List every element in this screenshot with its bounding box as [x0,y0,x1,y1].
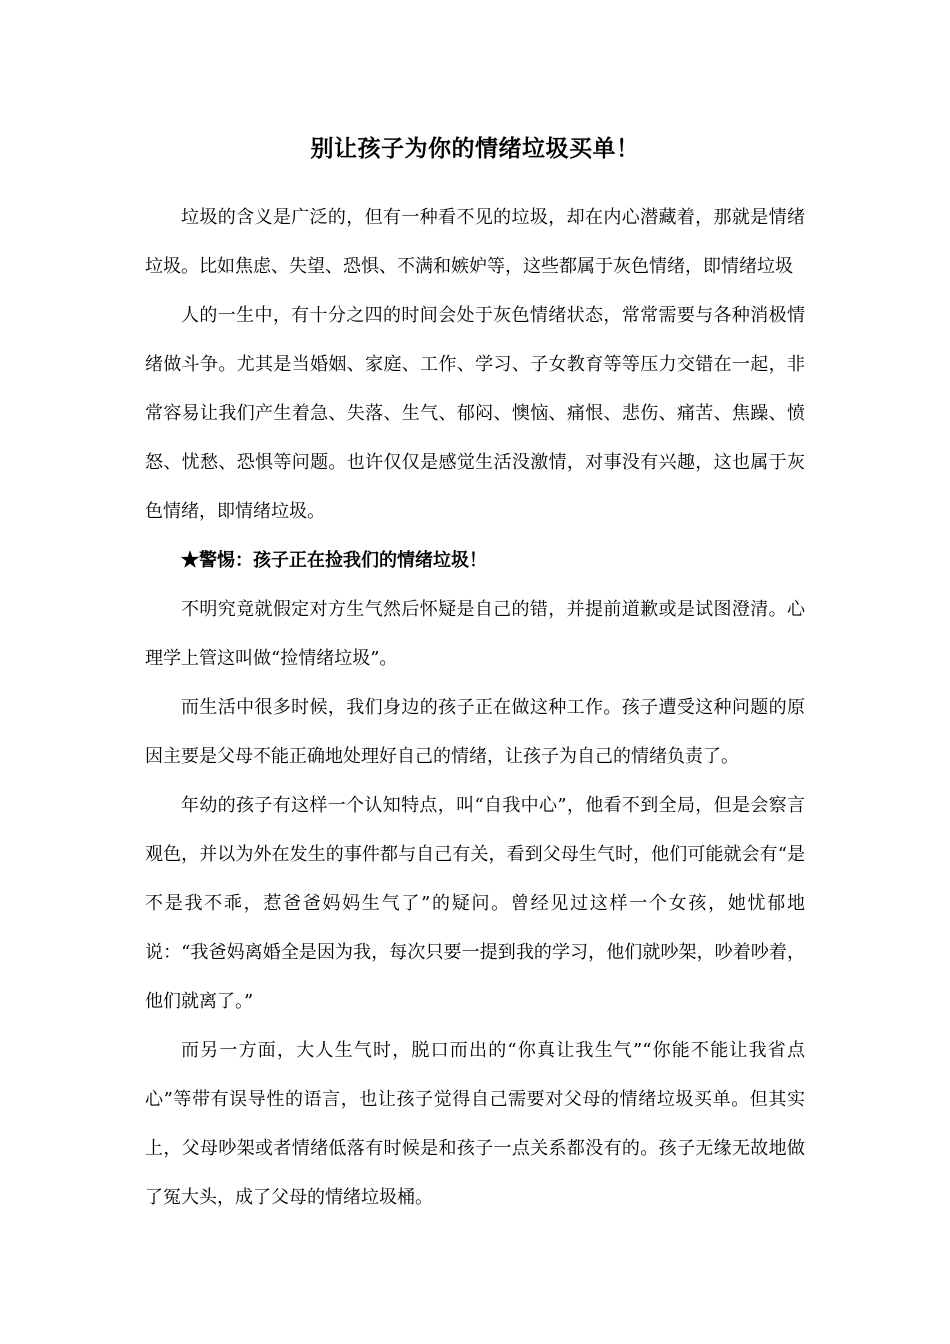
paragraph-emotional-garbage-definition: 垃圾的含义是广泛的，但有一种看不见的垃圾，却在内心潜藏着，那就是情绪垃圾。比如焦虑、失望、恐惧、不满和嫉妒等，这些都属于灰色情绪，即情绪垃圾 [145,207,805,277]
section-heading-warning: ★警惕：孩子正在捡我们的情绪垃圾！ [181,550,487,571]
document-body [145,193,805,1222]
paragraph-gray-emotion-time: 人的一生中，有十分之四的时间会处于灰色情绪状态，常常需要与各种消极情绪做斗争。尤其是当婚姻、家庭、工作、学习、子女教育等等压力交错在一起，非常容易让我们产生着急、失落、生气、郁闷、懊恼、痛恨、悲伤、痛苦、焦躁、愤怒、忧愁、恐惧等问题。也许仅仅是感觉生活没激情，对事没有兴趣，这也属于灰色情绪，即情绪垃圾。 [145,305,805,522]
paragraph-self-centered-children: 年幼的孩子有这样一个认知特点，叫“自我中心”，他看不到全局，但是会察言观色，并以为外在发生的事件都与自己有关，看到父母生气时，他们可能就会有“是不是我不乖，惹爸爸妈妈生气了”的疑问。曾经见过这样一个女孩，她忧郁地说：“我爸妈离婚全是因为我，每次只要一提到我的学习，他们就吵架，吵着吵着，他们就离了。” [145,795,805,1012]
paragraph-misleading-language: 而另一方面，大人生气时，脱口而出的“你真让我生气”“你能不能让我省点心”等带有误导性的语言，也让孩子觉得自己需要对父母的情绪垃圾买单。但其实上，父母吵架或者情绪低落有时候是和孩子一点关系都没有的。孩子无缘无故地做了冤大头，成了父母的情绪垃圾桶。 [145,1040,805,1208]
paragraph-children-doing-this: 而生活中很多时候，我们身边的孩子正在做这种工作。孩子遭受这种问题的原因主要是父母不能正确地处理好自己的情绪，让孩子为自己的情绪负责了。 [145,697,805,767]
document-title: 别让孩子为你的情绪垃圾买单！ [310,135,640,162]
paragraph-picking-up-garbage: 不明究竟就假定对方生气然后怀疑是自己的错，并提前道歉或是试图澄清。心理学上管这叫做“捡情绪垃圾”。 [145,599,805,669]
